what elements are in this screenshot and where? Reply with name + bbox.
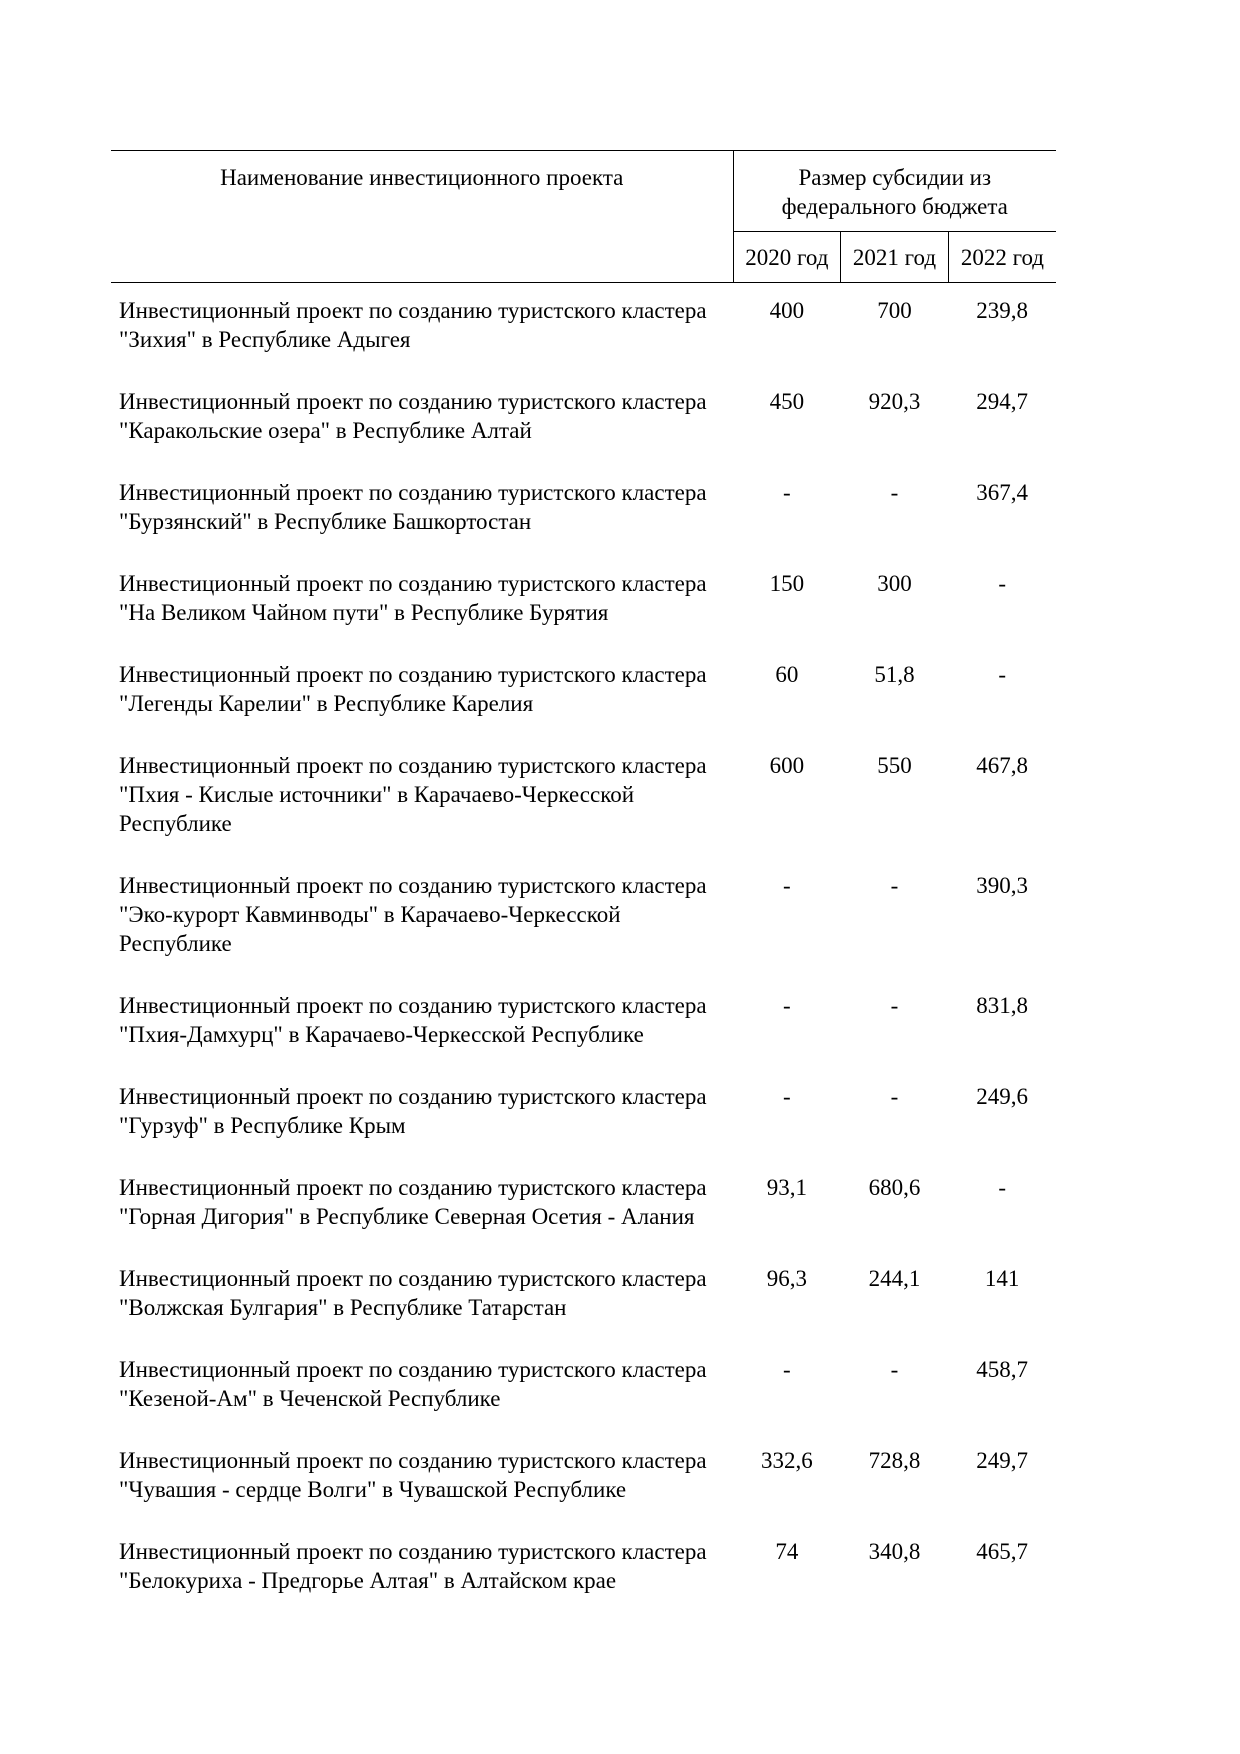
- value-2020-cell: 74: [775, 1539, 799, 1564]
- value-2021-cell: 700: [877, 298, 912, 323]
- value-2021-cell: 680,6: [868, 1175, 921, 1200]
- value-2021-cell: 51,8: [874, 662, 915, 687]
- header-year-2021: 2021 год: [841, 232, 949, 283]
- table-row: [111, 1434, 1056, 1525]
- value-2020-cell: 600: [769, 753, 805, 778]
- value-2022-cell: -: [998, 571, 1006, 596]
- project-name-cell: Инвестиционный проект по созданию туристского кластера "Легенды Карелии" в Республике Карелия: [119, 662, 707, 716]
- value-2021-cell: -: [890, 1084, 899, 1109]
- table-row: [111, 859, 1056, 979]
- value-2020-cell: 96,3: [766, 1266, 807, 1291]
- header-subsidy-amount: Размер субсидии из федерального бюджета: [733, 151, 1056, 232]
- project-name-cell: Инвестиционный проект по созданию туристского кластера "Бурзянский" в Республике Башкортостан: [119, 480, 707, 534]
- project-name-cell: Инвестиционный проект по созданию туристского кластера "Белокуриха - Предгорье Алтая" в Алтайском крае: [119, 1539, 707, 1593]
- value-2022-cell: 467,8: [976, 753, 1029, 778]
- value-2020-cell: -: [782, 1357, 791, 1382]
- table-row: [111, 648, 1056, 739]
- value-2020-cell: -: [782, 873, 791, 898]
- value-2022-cell: 249,6: [976, 1084, 1029, 1109]
- table-row: [111, 375, 1056, 466]
- value-2022-cell: 249,7: [976, 1448, 1029, 1473]
- table-row: [111, 283, 1056, 376]
- project-name-cell: Инвестиционный проект по созданию туристского кластера "Гурзуф" в Республике Крым: [119, 1084, 707, 1138]
- value-2021-cell: 340,8: [868, 1539, 921, 1564]
- header-project-name: Наименование инвестиционного проекта: [111, 151, 733, 283]
- table-body: [111, 283, 1056, 1617]
- value-2020-cell: 150: [769, 571, 805, 596]
- value-2020-cell: 450: [769, 389, 805, 414]
- subsidy-table: [111, 150, 1056, 1616]
- value-2020-cell: 400: [769, 298, 805, 323]
- value-2020-cell: 93,1: [766, 1175, 807, 1200]
- value-2022-cell: -: [998, 662, 1006, 687]
- project-name-cell: Инвестиционный проект по созданию туристского кластера "Чувашия - сердце Волги" в Чувашской Республике: [119, 1448, 707, 1502]
- value-2022-cell: 294,7: [976, 389, 1029, 414]
- table-row: [111, 1525, 1056, 1616]
- table-row: [111, 739, 1056, 859]
- table-header: [111, 151, 1056, 283]
- project-name-cell: Инвестиционный проект по созданию туристского кластера "Кезеной-Ам" в Чеченской Республике: [119, 1357, 707, 1411]
- value-2022-cell: 367,4: [976, 480, 1029, 505]
- value-2022-cell: 831,8: [976, 993, 1029, 1018]
- header-year-2022: 2022 год: [948, 232, 1056, 283]
- value-2022-cell: 390,3: [976, 873, 1029, 898]
- value-2021-cell: 300: [877, 571, 912, 596]
- value-2021-cell: -: [890, 993, 899, 1018]
- value-2021-cell: -: [890, 1357, 899, 1382]
- table-row: [111, 1343, 1056, 1434]
- table-row: [111, 466, 1056, 557]
- value-2020-cell: -: [782, 993, 791, 1018]
- header-year-2020: 2020 год: [733, 232, 841, 283]
- value-2020-cell: -: [782, 480, 791, 505]
- table-row: [111, 1161, 1056, 1252]
- value-2022-cell: 458,7: [976, 1357, 1029, 1382]
- value-2020-cell: -: [782, 1084, 791, 1109]
- value-2021-cell: 728,8: [868, 1448, 921, 1473]
- value-2021-cell: 244,1: [868, 1266, 921, 1291]
- table-row: [111, 557, 1056, 648]
- project-name-cell: Инвестиционный проект по созданию туристского кластера "На Великом Чайном пути" в Республике Бурятия: [119, 571, 707, 625]
- project-name-cell: Инвестиционный проект по созданию туристского кластера "Пхия-Дамхурц" в Карачаево-Черкесской Республике: [119, 993, 707, 1047]
- value-2020-cell: 332,6: [760, 1448, 813, 1473]
- value-2021-cell: 550: [877, 753, 912, 778]
- project-name-cell: Инвестиционный проект по созданию туристского кластера "Эко-курорт Кавминводы" в Карачаево-Черкесской Республике: [119, 873, 707, 956]
- project-name-cell: Инвестиционный проект по созданию туристского кластера "Волжская Булгария" в Республике Татарстан: [119, 1266, 707, 1320]
- table-row: [111, 1070, 1056, 1161]
- value-2021-cell: -: [890, 480, 899, 505]
- project-name-cell: Инвестиционный проект по созданию туристского кластера "Горная Дигория" в Республике Северная Осетия - Алания: [119, 1175, 707, 1229]
- value-2022-cell: 239,8: [976, 298, 1029, 323]
- value-2021-cell: -: [890, 873, 899, 898]
- value-2022-cell: 465,7: [976, 1539, 1029, 1564]
- project-name-cell: Инвестиционный проект по созданию туристского кластера "Каракольские озера" в Республике Алтай: [119, 389, 707, 443]
- value-2022-cell: 141: [984, 1266, 1020, 1291]
- value-2020-cell: 60: [775, 662, 799, 687]
- table-row: [111, 979, 1056, 1070]
- value-2021-cell: 920,3: [868, 389, 921, 414]
- project-name-cell: Инвестиционный проект по созданию туристского кластера "Зихия" в Республике Адыгея: [119, 298, 707, 352]
- value-2022-cell: -: [998, 1175, 1006, 1200]
- table-row: [111, 1252, 1056, 1343]
- project-name-cell: Инвестиционный проект по созданию туристского кластера "Пхия - Кислые источники" в Карачаево-Черкесской Республике: [119, 753, 707, 836]
